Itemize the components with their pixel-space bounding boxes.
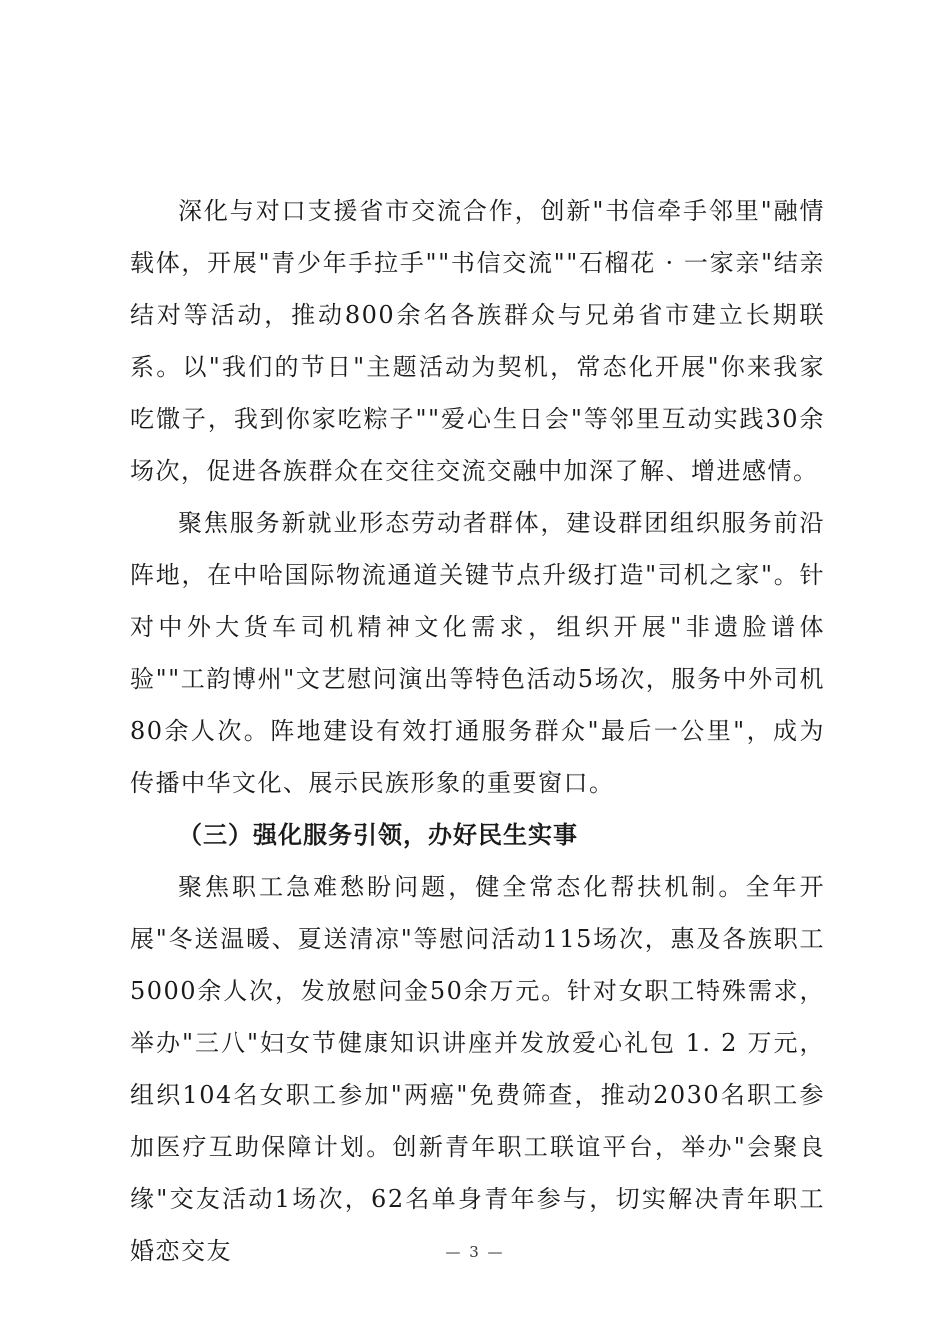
paragraph-worker-services: 聚焦职工急难愁盼问题，健全常态化帮扶机制。全年开展"冬送温暖、夏送清凉"等慰问活动115场次，惠及各族职工5000余人次，发放慰问金50余万元。针对女职工特殊需求，举办"三八"妇女节健康知识讲座并发放爱心礼包 1. 2 万元，组织104名女职工参加"两癌"免费筛查，推动2030名职工参加医疗互助保障计划。创新青年职工联谊平台，举办"会聚良缘"交友活动1场次，62名单身青年参与，切实解决青年职工婚恋交友 bbox=[130, 873, 825, 1265]
document-page bbox=[130, 185, 825, 1277]
page-number: — 3 — bbox=[445, 1243, 505, 1261]
paragraph-new-employment: 聚焦服务新就业形态劳动者群体，建设群团组织服务前沿阵地，在中哈国际物流通道关键节点升级打造"司机之家"。针对中外大货车司机精神文化需求，组织开展"非遗脸谱体验""工韵博州"文艺慰问演出等特色活动5场次，服务中外司机80余人次。阵地建设有效打通服务群众"最后一公里"，成为传播中华文化、展示民族形象的重要窗口。 bbox=[130, 509, 825, 797]
section-heading: （三）强化服务引领，办好民生实事 bbox=[178, 820, 578, 849]
paragraph-exchange-cooperation: 深化与对口支援省市交流合作，创新"书信牵手邻里"融情载体，开展"青少年手拉手""书信交流""石榴花 · 一家亲"结亲结对等活动，推动800余名各族群众与兄弟省市建立长期联系。以"我们的节日"主题活动为契机，常态化开展"你来我家吃馓子，我到你家吃粽子""爱心生日会"等邻里互动实践30余场次，促进各族群众在交往交流交融中加深了解、增进感情。 bbox=[130, 197, 825, 485]
